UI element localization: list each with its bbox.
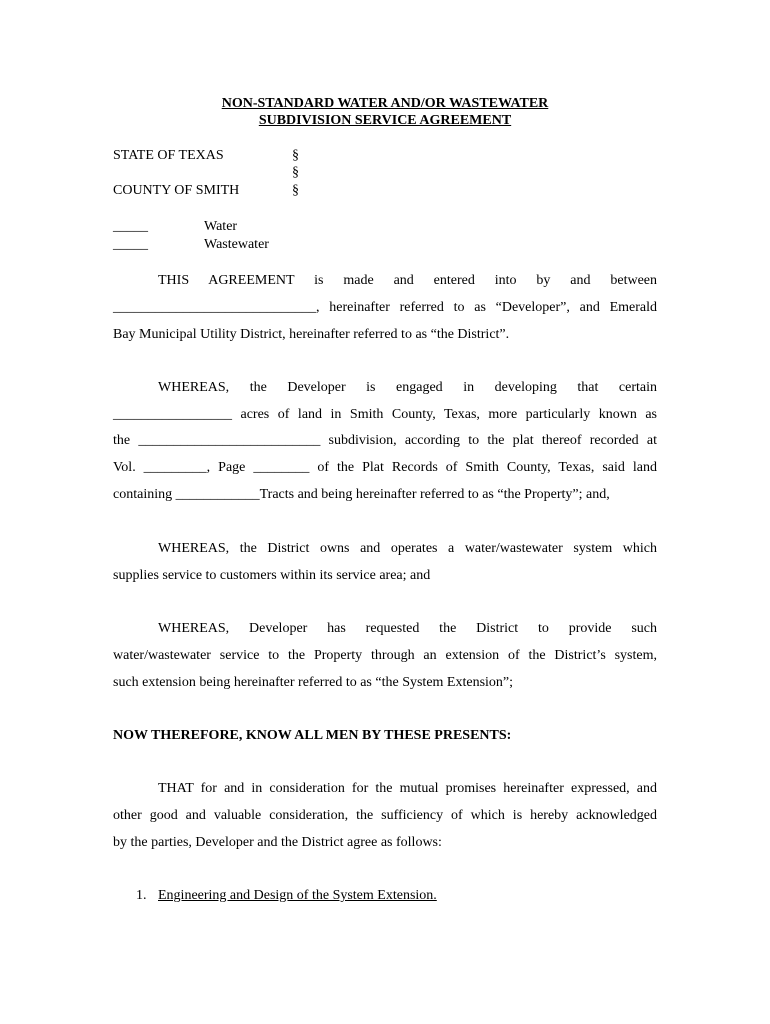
whereas-2-line-2: supplies service to customers within its service area; and (113, 568, 431, 583)
venue-state: STATE OF TEXAS (113, 148, 224, 163)
whereas-1-line-4: Vol. _________, Page ________ of the Plat Records of Smith County, Texas, said land (113, 460, 657, 475)
section-mark: § (292, 165, 299, 180)
section-mark: § (292, 183, 299, 198)
document-title-line-1: NON-STANDARD WATER AND/OR WASTEWATER (221, 96, 549, 111)
that-paragraph-line-3: by the parties, Developer and the District agree as follows: (113, 835, 442, 850)
agreement-paragraph-line-3: Bay Municipal Utility District, hereinafter referred to as “the District”. (113, 327, 510, 342)
water-blank: _____ (113, 219, 148, 234)
whereas-1-line-3: the __________________________ subdivision, according to the plat thereof recorded at (113, 433, 657, 448)
agreement-paragraph-line-1: THIS AGREEMENT is made and entered into by and between (158, 273, 657, 288)
whereas-3-line-1: WHEREAS, Developer has requested the District to provide such (158, 621, 657, 636)
agreement-paragraph-line-2: _____________________________, hereinafter referred to as “Developer”, and Emerald (113, 300, 657, 315)
water-label: Water (204, 219, 238, 234)
section-mark: § (292, 148, 299, 163)
wastewater-blank: _____ (113, 237, 148, 252)
whereas-1-line-1: WHEREAS, the Developer is engaged in developing that certain (158, 380, 657, 395)
whereas-1-line-5: containing ____________Tracts and being hereinafter referred to as “the Property”; and, (113, 487, 610, 502)
section-1-heading: Engineering and Design of the System Extension. (158, 888, 437, 903)
document-title-line-2: SUBDIVISION SERVICE AGREEMENT (258, 113, 512, 128)
section-1-number: 1. (136, 888, 147, 903)
whereas-1-line-2: _________________ acres of land in Smith County, Texas, more particularly known as (113, 407, 657, 422)
whereas-2-line-1: WHEREAS, the District owns and operates a water/wastewater system which (158, 541, 657, 556)
wastewater-label: Wastewater (204, 237, 269, 252)
now-therefore-heading: NOW THEREFORE, KNOW ALL MEN BY THESE PRESENTS: (113, 728, 512, 743)
venue-county: COUNTY OF SMITH (113, 183, 240, 198)
whereas-3-line-2: water/wastewater service to the Property through an extension of the District’s system, (113, 648, 657, 663)
that-paragraph-line-2: other good and valuable consideration, the sufficiency of which is hereby acknowledged (113, 808, 657, 823)
that-paragraph-line-1: THAT for and in consideration for the mutual promises hereinafter expressed, and (158, 781, 657, 796)
whereas-3-line-3: such extension being hereinafter referred to as “the System Extension”; (113, 675, 514, 690)
